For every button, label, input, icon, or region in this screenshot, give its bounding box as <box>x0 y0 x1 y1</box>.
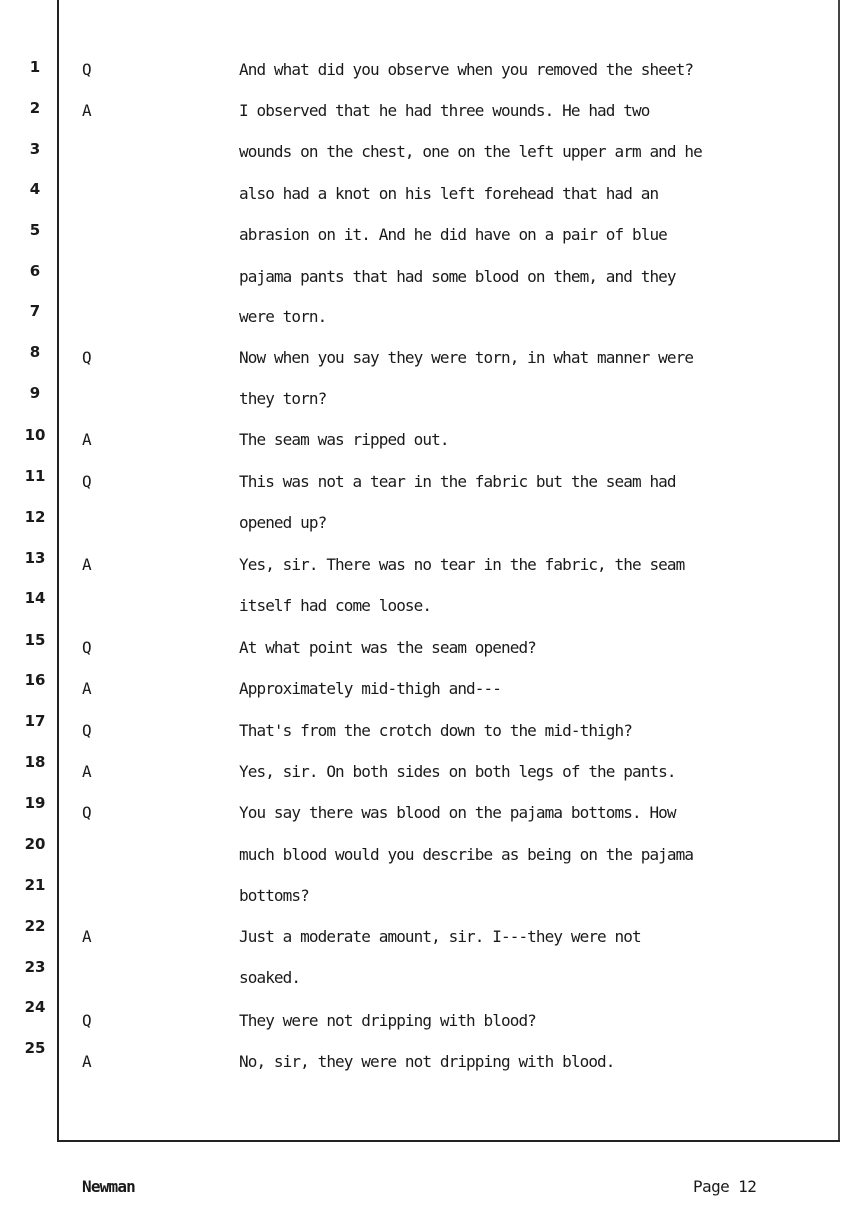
line-number: 19 <box>24 794 46 812</box>
transcript-line: The seam was ripped out. <box>239 430 449 449</box>
line-number: 13 <box>24 549 46 567</box>
speaker-marker: Q <box>82 348 92 367</box>
speaker-marker: A <box>82 927 92 946</box>
speaker-marker: Q <box>82 638 92 657</box>
transcript-line: also had a knot on his left forehead that had an <box>239 184 659 203</box>
speaker-marker: Q <box>82 803 92 822</box>
line-number: 25 <box>24 1039 46 1057</box>
transcript-line: opened up? <box>239 513 327 532</box>
transcript-line: pajama pants that had some blood on them, and they <box>239 267 676 286</box>
line-number: 1 <box>29 58 41 76</box>
transcript-line: were torn. <box>239 307 327 326</box>
left-margin-rule <box>57 0 59 1142</box>
footer-witness-name: Newman <box>82 1177 135 1196</box>
line-number: 2 <box>29 99 41 117</box>
transcript-line: You say there was blood on the pajama bottoms. How <box>239 803 676 822</box>
line-number: 8 <box>29 343 41 361</box>
line-number: 4 <box>29 180 41 198</box>
transcript-line: And what did you observe when you removed the sheet? <box>239 60 694 79</box>
speaker-marker: A <box>82 762 92 781</box>
line-number: 18 <box>24 753 46 771</box>
speaker-marker: Q <box>82 60 92 79</box>
bottom-rule <box>57 1140 840 1142</box>
line-number: 11 <box>24 467 46 485</box>
speaker-marker: A <box>82 555 92 574</box>
speaker-marker: A <box>82 430 92 449</box>
speaker-marker: A <box>82 101 92 120</box>
transcript-line: itself had come loose. <box>239 596 432 615</box>
line-number: 12 <box>24 508 46 526</box>
footer-page-number: Page 12 <box>693 1177 757 1196</box>
speaker-marker: Q <box>82 1011 92 1030</box>
transcript-line: Yes, sir. There was no tear in the fabric, the seam <box>239 555 685 574</box>
transcript-line: much blood would you describe as being on the pajama <box>239 845 694 864</box>
speaker-marker: Q <box>82 721 92 740</box>
transcript-line: abrasion on it. And he did have on a pair of blue <box>239 225 667 244</box>
transcript-line: They were not dripping with blood? <box>239 1011 536 1030</box>
line-number: 22 <box>24 917 46 935</box>
transcript-line: This was not a tear in the fabric but the seam had <box>239 472 676 491</box>
line-number: 21 <box>24 876 46 894</box>
line-number: 24 <box>24 998 46 1016</box>
speaker-marker: A <box>82 679 92 698</box>
line-number: 9 <box>29 384 41 402</box>
transcript-line: No, sir, they were not dripping with blood. <box>239 1052 615 1071</box>
transcript-line: Yes, sir. On both sides on both legs of the pants. <box>239 762 676 781</box>
speaker-marker: Q <box>82 472 92 491</box>
transcript-line: soaked. <box>239 968 301 987</box>
right-margin-rule <box>838 0 840 1142</box>
line-number: 3 <box>29 140 41 158</box>
speaker-marker: A <box>82 1052 92 1071</box>
line-number: 5 <box>29 221 41 239</box>
transcript-line: At what point was the seam opened? <box>239 638 536 657</box>
line-number: 16 <box>24 671 46 689</box>
transcript-line: wounds on the chest, one on the left upper arm and he <box>239 142 702 161</box>
transcript-line: they torn? <box>239 389 327 408</box>
transcript-line: Approximately mid-thigh and--- <box>239 679 501 698</box>
line-number: 23 <box>24 958 46 976</box>
line-number: 14 <box>24 589 46 607</box>
line-number: 17 <box>24 712 46 730</box>
line-number: 10 <box>24 426 46 444</box>
line-number: 7 <box>29 302 41 320</box>
transcript-line: Just a moderate amount, sir. I---they were not <box>239 927 641 946</box>
transcript-line: Now when you say they were torn, in what manner were <box>239 348 694 367</box>
transcript-line: That's from the crotch down to the mid-thigh? <box>239 721 632 740</box>
line-number: 15 <box>24 631 46 649</box>
line-number: 20 <box>24 835 46 853</box>
line-number: 6 <box>29 262 41 280</box>
transcript-line: bottoms? <box>239 886 309 905</box>
transcript-line: I observed that he had three wounds. He had two <box>239 101 650 120</box>
